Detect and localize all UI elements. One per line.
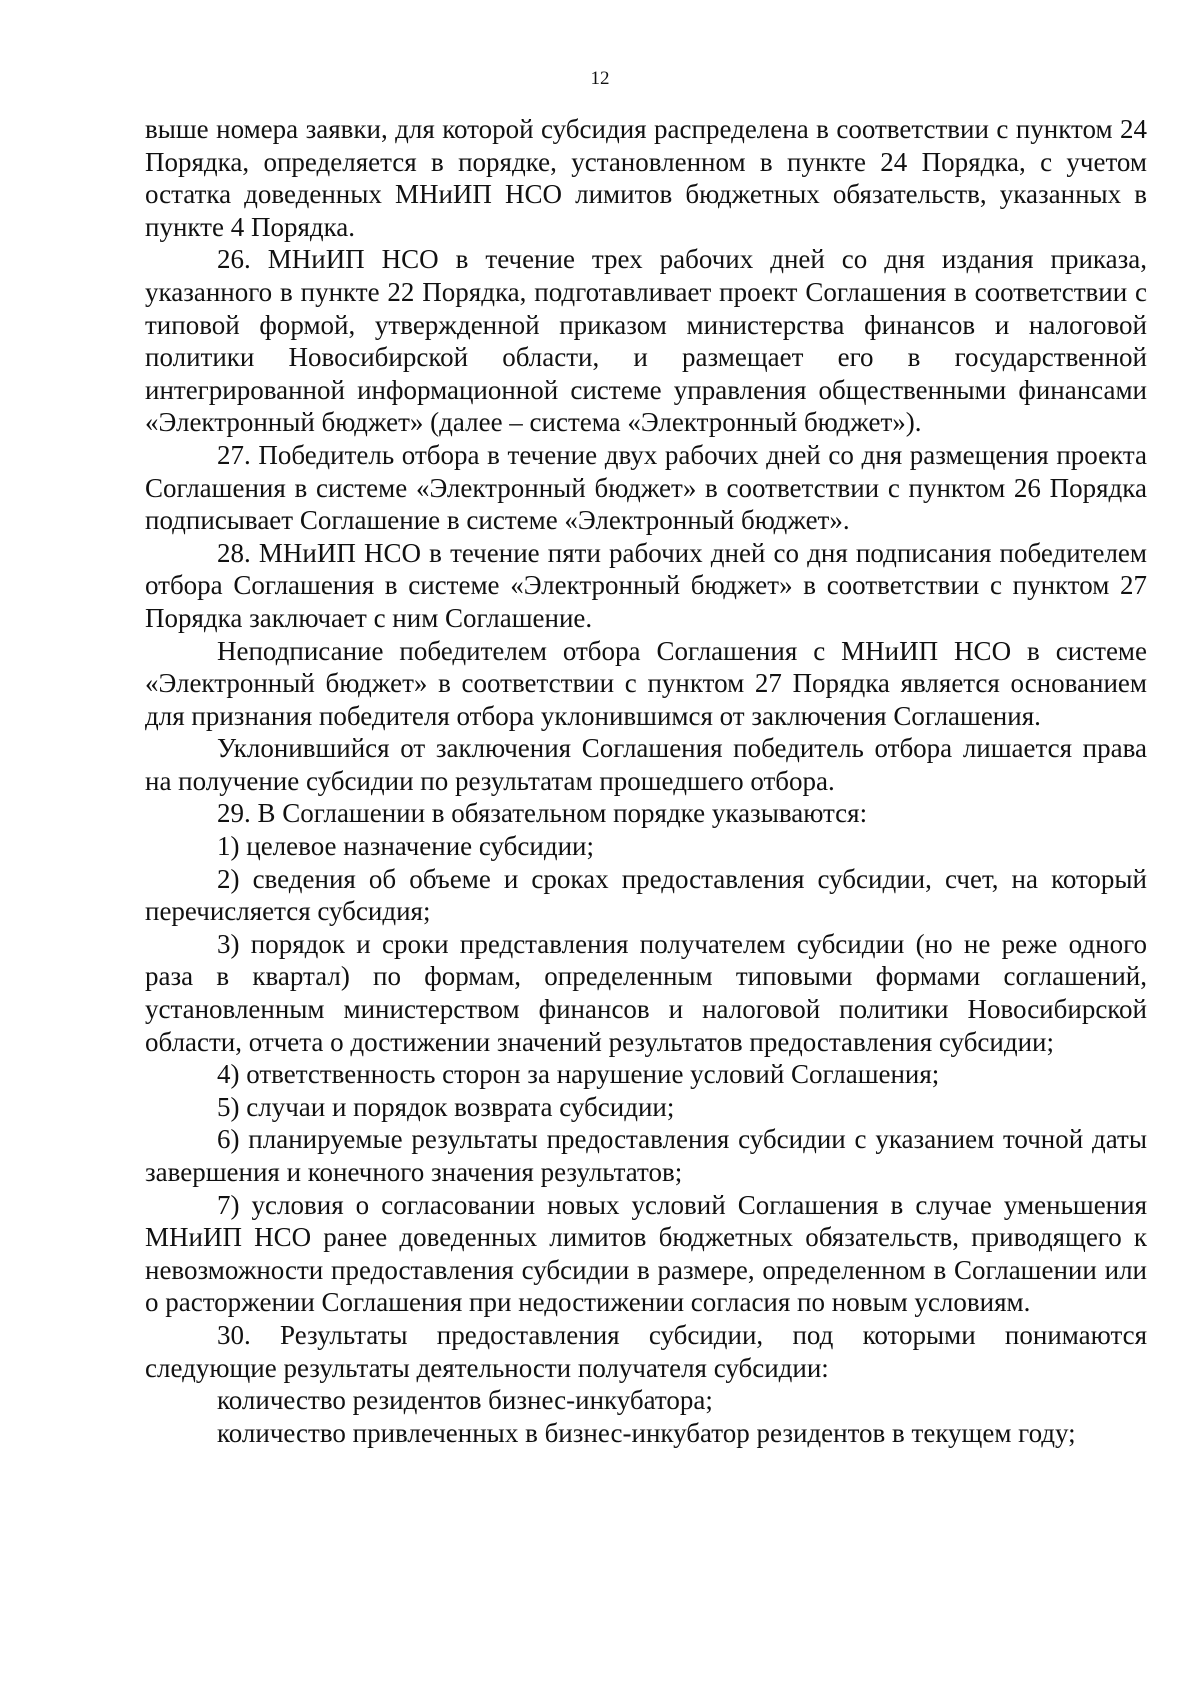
list-item-29-2: 2) сведения об объеме и сроках предоставления субсидии, счет, на который перечисляется субсидия; [145,863,1147,927]
result-item-attracted-residents: количество привлеченных в бизнес-инкубатор резидентов в текущем году; [217,1417,1076,1448]
list-item-29-6: 6) планируемые результаты предоставления субсидии с указанием точной даты завершения и конечного значения результатов; [145,1124,1147,1187]
list-item-29-5: 5) случаи и порядок возврата субсидии; [217,1091,675,1122]
paragraph-item-30: 30. Результаты предоставления субсидии, под которыми понимаются следующие результаты деятельности получателя субсидии: [145,1319,1147,1383]
list-item-29-3: 3) порядок и сроки представления получателем субсидии (но не реже одного раза в квартал) по формам, определенным типовыми формами соглашений, установленным министерством финансов и налоговой политики Новосибирской области, отчета о достижении значений результатов предоставления субсидии; [145,928,1147,1057]
paragraph-non-signing: Неподписание победителем отбора Соглашения с МНиИП НСО в системе «Электронный бюджет» в соответствии с пунктом 27 Порядка является основанием для признания победителя отбора уклонившимся от заключения Соглашения. [145,635,1147,731]
list-item-29-4: 4) ответственность сторон за нарушение условий Соглашения; [217,1059,940,1090]
document-body [145,113,1147,1449]
page-number: 12 [590,68,610,89]
paragraph-item-27: 27. Победитель отбора в течение двух рабочих дней со дня размещения проекта Соглашения в системе «Электронный бюджет» в соответствии с пунктом 26 Порядка подписывает Соглашение в системе «Электронный бюджет». [145,439,1147,536]
paragraph-item-28: 28. МНиИП НСО в течение пяти рабочих дней со дня подписания победителем отбора Соглашения в системе «Электронный бюджет» в соответствии с пунктом 27 Порядка заключает с ним Соглашение. [145,537,1147,633]
paragraph-item-29: 29. В Соглашении в обязательном порядке указываются: [217,798,868,829]
result-item-residents: количество резидентов бизнес-инкубатора; [217,1385,713,1416]
paragraph-continuation: выше номера заявки, для которой субсидия распределена в соответствии с пунктом 24 Порядка, определяется в порядке, установленном в пункте 24 Порядка, с учетом остатка доведенных МНиИП НСО лимитов бюджетных обязательств, указанных в пункте 4 Порядка. [145,114,1147,242]
paragraph-evading-winner: Уклонившийся от заключения Соглашения победитель отбора лишается права на получение субсидии по результатам прошедшего отбора. [145,733,1147,796]
paragraph-item-26: 26. МНиИП НСО в течение трех рабочих дней со дня издания приказа, указанного в пункте 22 Порядка, подготавливает проект Соглашения в соответствии с типовой формой, утвержденной приказом министерства финансов и налоговой политики Новосибирской области, и размещает его в государственной интегрированной информационной системе управления общественными финансами «Электронный бюджет» (далее – система «Электронный бюджет»). [145,244,1147,438]
list-item-29-7: 7) условия о согласовании новых условий Соглашения в случае уменьшения МНиИП НСО ранее доведенных лимитов бюджетных обязательств, приводящего к невозможности предоставления субсидии в размере, определенном в Соглашении или о расторжении Соглашения при недостижении согласия по новым условиям. [145,1189,1147,1318]
list-item-29-1: 1) целевое назначение субсидии; [217,831,594,862]
